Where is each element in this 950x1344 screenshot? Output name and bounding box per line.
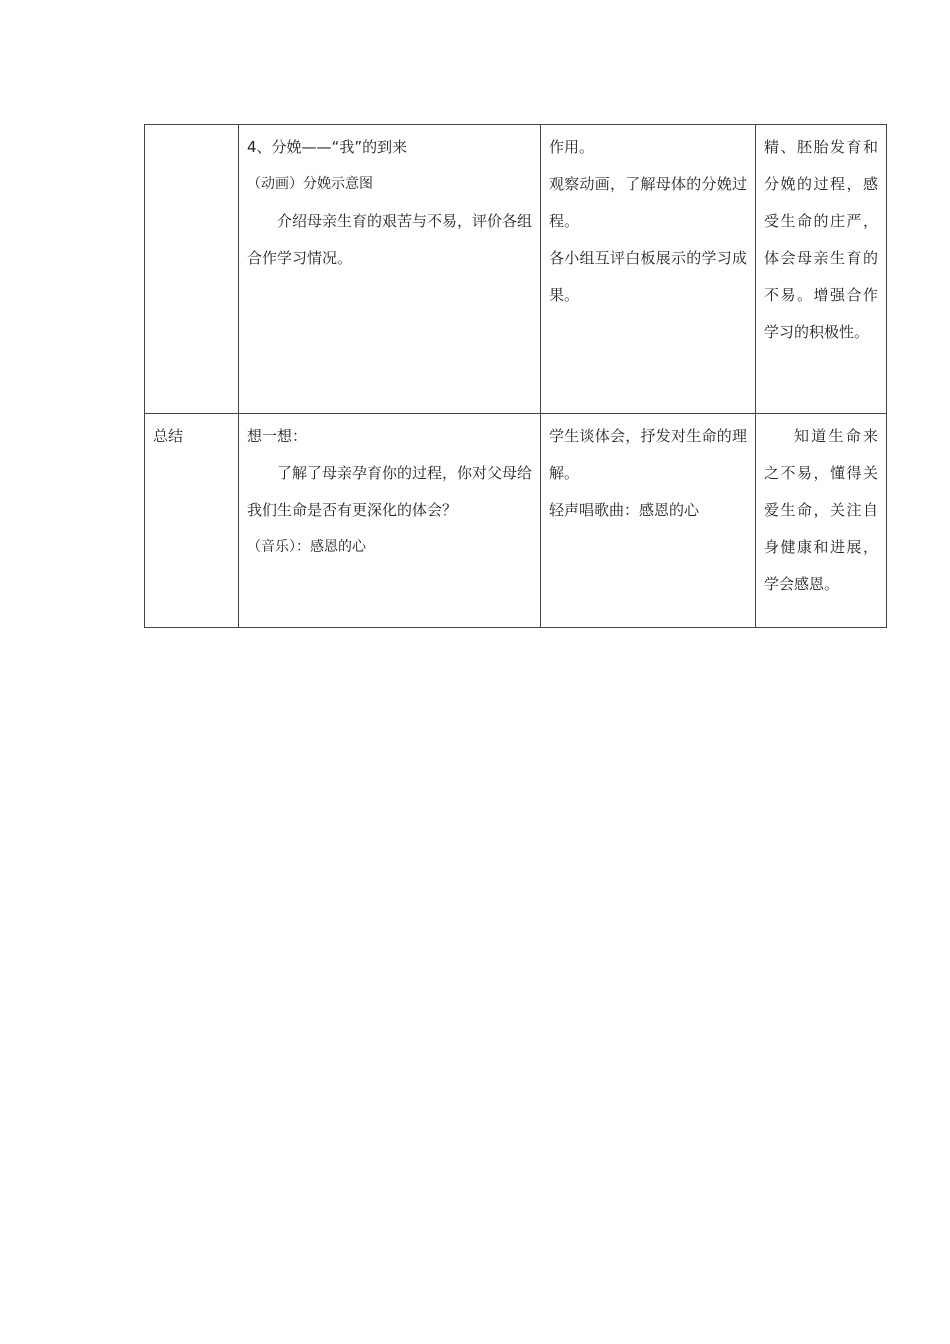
student-line: 作用。: [549, 138, 595, 156]
student-paragraph: 观察动画，了解母体的分娩过程。: [549, 175, 747, 230]
goal-cell: [756, 414, 887, 628]
animation-note: （动画）分娩示意图: [247, 176, 373, 192]
table-row: [145, 414, 887, 628]
goal-text: 精、胚胎发育和分娩的过程，感受生命的庄严，体会母亲生育的不易。增强合作学习的积极性。: [764, 138, 878, 341]
goal-cell: [756, 125, 887, 414]
teacher-activity-cell: [239, 125, 541, 414]
table-row: [145, 125, 887, 414]
goal-text: 知道生命来之不易，懂得关爱生命，关注自身健康和进展，学会感恩。: [764, 427, 878, 593]
section-heading: 4、分娩——“我”的到来: [247, 138, 408, 156]
student-paragraph: 各小组互评白板展示的学习成果。: [549, 249, 747, 304]
music-note: （音乐）：感恩的心: [247, 539, 366, 555]
student-line: 轻声唱歌曲：感恩的心: [549, 501, 700, 519]
student-paragraph: 学生谈体会，抒发对生命的理解。: [549, 427, 747, 482]
teacher-paragraph: 介绍母亲生育的艰苦与不易，评价各组合作学习情况。: [247, 212, 533, 267]
lesson-plan-table: [144, 124, 887, 628]
teacher-activity-cell: [239, 414, 541, 628]
stage-cell: [145, 125, 239, 414]
stage-cell: [145, 414, 239, 628]
student-activity-cell: [541, 125, 756, 414]
student-activity-cell: [541, 414, 756, 628]
stage-label: 总结: [153, 427, 184, 445]
section-heading: 想一想：: [247, 427, 308, 445]
teacher-paragraph: 了解了母亲孕育你的过程，你对父母给我们生命是否有更深化的体会？: [247, 464, 533, 519]
